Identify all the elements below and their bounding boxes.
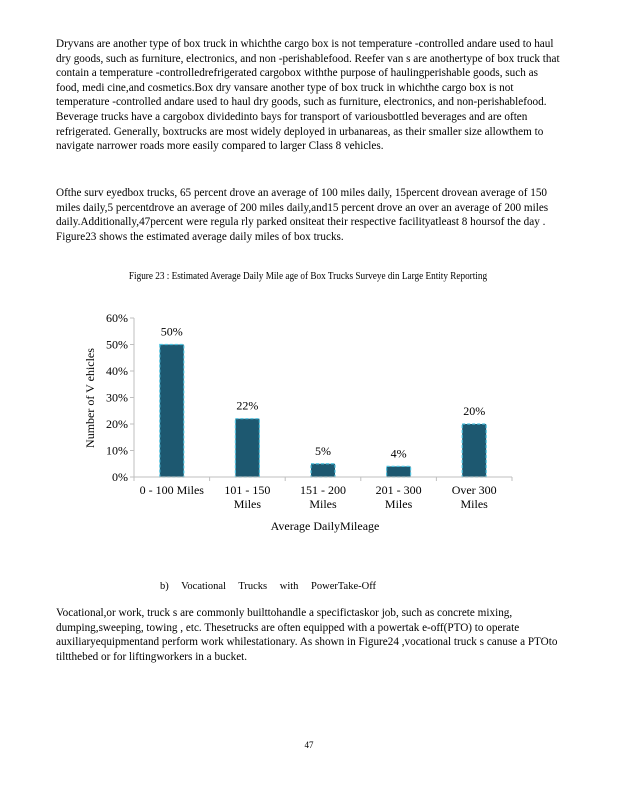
data-label: 50% [160, 324, 183, 339]
y-axis [106, 311, 134, 484]
data-label: 4% [390, 446, 407, 461]
section-heading: b) Vocational Trucks with PowerTake-Off [160, 581, 376, 592]
paragraph-box-truck-types: Dryvans are another type of box truck in whichthe cargo box is not temperature -controlled andare used to haul dry goods, such as furniture, electronics, and non -perishablefood. Reefer van s are anothertype of box truck that contain a temperature -controlledrefrigerated cargobox withthe purpose of haulingperishable goods, such as food, medi cine,and cosmetics.Box dry vansare another type of box truck in whichthe cargo box is not temperature -controlled andare used to haul dry goods, such as furniture, electronics, and non-perishablefood. Beverage trucks have a cargobox dividedinto bays for transport of variousbottled beverages and are often refrigerated. Generally, boxtrucks are most widely deployed in urbanareas, as their smaller size allowthem to navigate narrower roads more easily compared to larger Class 8 vehicles. [56, 38, 560, 153]
x-tick-label: 151 - 200 Miles [300, 483, 346, 511]
x-tick-label: Over 300 Miles [451, 483, 497, 511]
y-tick-label: 20% [106, 417, 128, 431]
data-label: 5% [315, 443, 331, 458]
y-tick-label: 10% [106, 443, 128, 458]
x-axis [134, 477, 512, 511]
x-axis-title: Average DailyMileage [270, 519, 380, 533]
y-tick-label: 50% [106, 337, 128, 352]
bar [387, 466, 411, 477]
y-axis-title: Number of V ehicles [83, 348, 97, 448]
x-tick-label: 201 - 300 Miles [375, 483, 422, 511]
paragraph-vocational-trucks: Vocational,or work, truck s are commonly builttohandle a specifictaskor job, such as concrete mixing, dumping,sweeping, towing , etc. Thesetrucks are often equipped with a powertak e-off(PTO) to operate auxiliaryequipmentand perform work whilestationary. As shown in Figure24 ,vocational truck s canuse a PTOto tiltthebed or for liftingworkers in a bucket. [56, 607, 558, 663]
bar [235, 419, 259, 477]
x-tick-label: 0 - 100 Miles [139, 483, 204, 497]
y-tick-label: 0% [112, 470, 128, 484]
y-tick-label: 40% [106, 364, 128, 378]
y-tick-label: 60% [106, 311, 128, 325]
bar-chart [80, 302, 540, 534]
x-tick-label: 101 - 150 Miles [224, 483, 271, 511]
bar [462, 424, 486, 477]
data-label: 22% [236, 398, 259, 413]
page-number: 47 [304, 740, 314, 750]
paragraph-survey-results: Ofthe surv eyedbox trucks, 65 percent drove an average of 100 miles daily, 15percent drovean average of 150 miles daily,5 percentdrove an average of 200 miles daily,and15 percent drove an over an average of 200 miles daily.Additionally,47percent were regula rly parked onsiteat their respective facilityatleast 8 hoursof the day . Figure23 shows the estimated average daily miles of box trucks. [56, 187, 549, 243]
bars [160, 325, 486, 478]
y-tick-label: 30% [106, 390, 128, 405]
bar [160, 345, 184, 478]
figure-caption: Figure 23 : Estimated Average Daily Mile age of Box Trucks Surveye din Large Entity Reporting [128, 271, 488, 282]
data-label: 20% [463, 404, 486, 418]
bar [311, 464, 335, 477]
